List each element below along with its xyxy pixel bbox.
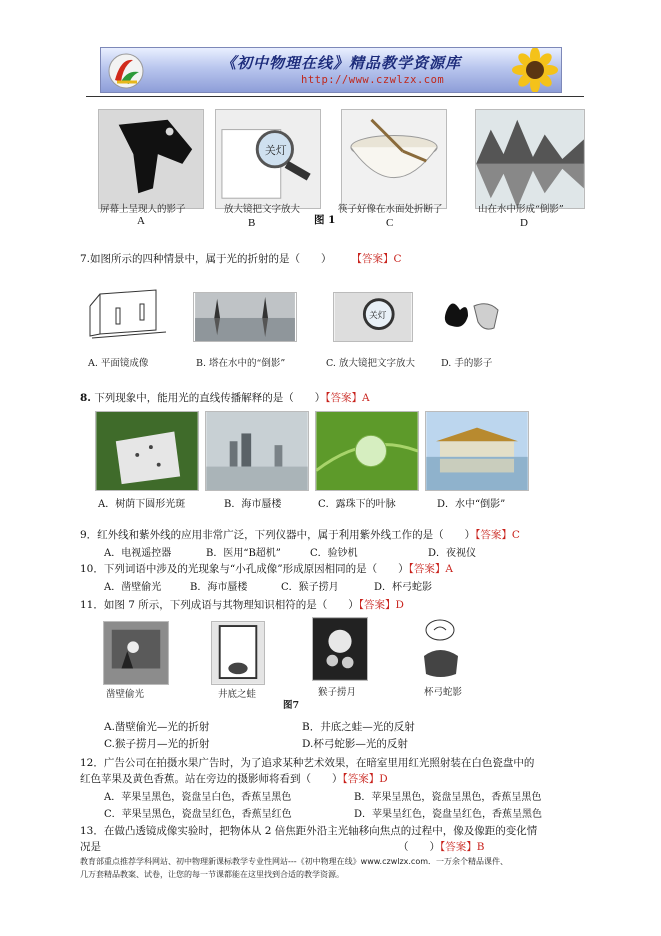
fig1-letter-c: C xyxy=(386,217,394,229)
q7-image-a xyxy=(86,286,170,342)
fig1-label: 图 1 xyxy=(314,214,336,226)
q12-text-line2: 红色苹果及黄色香蕉。站在旁边的摄影师将看到（ ）【答案】D xyxy=(80,773,388,785)
q12-option-d[interactable]: D．苹果呈红色，瓷盘呈红色，香蕉呈黑色 xyxy=(354,809,543,820)
q11-image-caption-b: 井底之蛙 xyxy=(218,689,257,700)
q11-image-d xyxy=(416,616,466,682)
q10-text: 10．下列词语中涉及的光现象与“小孔成像”形成原因相同的是（ ）【答案】A xyxy=(80,563,453,575)
q7-image-c xyxy=(333,292,413,342)
fig1-caption-b: 放大镜把文字放大 xyxy=(224,204,301,215)
site-logo-icon xyxy=(107,52,145,90)
q7-caption-b: B. 塔在水中的“倒影” xyxy=(196,358,286,369)
fig1-photo-b xyxy=(215,109,321,209)
q11-option-d[interactable]: D.杯弓蛇影—光的反射 xyxy=(302,738,408,750)
fig1-caption-c: 筷子好像在水面处折断了 xyxy=(338,204,443,215)
q10-option-d[interactable]: D．杯弓蛇影 xyxy=(374,582,433,593)
q8-image-b xyxy=(205,411,309,491)
fig1-photo-d xyxy=(475,109,585,209)
q11-image-caption-a: 凿壁偷光 xyxy=(106,689,145,700)
banner-url[interactable]: http://www.czwlzx.com xyxy=(301,74,445,86)
fig1-caption-d: 山在水中形成“倒影” xyxy=(478,204,564,215)
q11-text: 11．如图 7 所示，下列成语与其物理知识相符的是（ ）【答案】D xyxy=(80,599,404,611)
q13-text-line2: 况是 xyxy=(80,841,101,853)
q7-caption-d: D. 手的影子 xyxy=(441,358,493,369)
q8-image-a xyxy=(95,411,199,491)
q9-answer: 【答案】C xyxy=(475,529,520,541)
q8-caption-d: D．水中“倒影” xyxy=(437,499,506,510)
q11-image-caption-d: 杯弓蛇影 xyxy=(424,687,463,698)
q13-text-line1: 13．在做凸透镜成像实验时，把物体从 2 倍焦距外沿主光轴移向焦点的过程中，像及像距的变化情 xyxy=(80,825,538,837)
footer-line2: 几万套精品教案、试卷，让您的每一节课都能在这里找到合适的教学资源。 xyxy=(80,870,344,879)
q11-figure-label: 图7 xyxy=(283,700,300,711)
q10-option-c[interactable]: C．猴子捞月 xyxy=(281,582,339,593)
fig1-photo-c xyxy=(341,109,447,209)
q11-option-b[interactable]: B．井底之蛙—光的反射 xyxy=(302,721,415,733)
q8-caption-c: C．露珠下的叶脉 xyxy=(318,499,396,510)
q7-answer: 【答案】C xyxy=(351,253,402,265)
q11-image-caption-c: 猴子捞月 xyxy=(318,687,357,698)
header-rule xyxy=(86,96,584,97)
q11-image-a xyxy=(103,621,169,685)
q10-option-a[interactable]: A．凿壁偷光 xyxy=(104,582,162,593)
q7-caption-c: C. 放大镜把文字放大 xyxy=(326,358,415,369)
q11-image-c xyxy=(312,617,368,681)
fig1-caption-a: 屏幕上呈现人的影子 xyxy=(100,204,186,215)
q12-answer: 【答案】D xyxy=(342,773,388,785)
sunflower-icon xyxy=(499,48,559,93)
q9-option-c[interactable]: C．验钞机 xyxy=(310,548,358,559)
footer-line1[interactable]: 教育部重点推荐学科网站、初中物理新课标教学专业性网站---《初中物理在线》www.czwlzx.com．一万余个精品课件、 xyxy=(80,857,509,866)
q13-answer: 【答案】B xyxy=(440,841,485,853)
q7-caption-a: A. 平面镜成像 xyxy=(88,358,149,369)
fig1-letter-d: D xyxy=(520,217,528,229)
fig1-letter-a: A xyxy=(137,215,145,227)
banner-title: 《初中物理在线》精品教学资源库 xyxy=(221,54,462,72)
q8-image-d xyxy=(425,411,529,491)
q9-option-b[interactable]: B．医用“B超机” xyxy=(206,548,281,559)
q12-option-a[interactable]: A．苹果呈黑色，瓷盘呈白色，香蕉呈黑色 xyxy=(104,792,292,803)
q8-image-c xyxy=(315,411,419,491)
q12-option-c[interactable]: C．苹果呈黑色，瓷盘呈红色，香蕉呈红色 xyxy=(104,809,292,820)
q11-image-b xyxy=(211,621,265,685)
q10-answer: 【答案】A xyxy=(408,563,453,575)
q7-image-b xyxy=(193,292,297,342)
q13-paren-answer: （ ）【答案】B xyxy=(398,841,485,853)
q9-option-d[interactable]: D．夜视仪 xyxy=(428,548,477,559)
q9-text: 9．红外线和紫外线的应用非常广泛，下列仪器中，属于利用紫外线工作的是（ ）【答案】C xyxy=(80,529,520,541)
svg-text:关灯: 关灯 xyxy=(369,310,387,321)
header-banner xyxy=(100,47,562,93)
q8-answer: 【答案】A xyxy=(325,392,370,404)
q8-caption-b: B．海市蜃楼 xyxy=(224,499,282,510)
q9-option-a[interactable]: A．电视遥控器 xyxy=(104,548,172,559)
q11-option-a[interactable]: A.凿壁偷光—光的折射 xyxy=(104,721,210,733)
svg-text:关灯: 关灯 xyxy=(265,144,287,158)
q8-text: 8. 下列现象中，能用光的直线传播解释的是（ ）【答案】A xyxy=(80,392,370,404)
q12-text-line1: 12．广告公司在拍摄水果广告时，为了追求某种艺术效果，在暗室里用红光照射装在白色瓷盘中的 xyxy=(80,757,535,769)
q12-option-b[interactable]: B．苹果呈黑色，瓷盘呈黑色，香蕉呈黑色 xyxy=(354,792,542,803)
page-footer xyxy=(80,855,600,881)
q7-text: 7.如图所示的四种情景中，属于光的折射的是（ ） 【答案】C xyxy=(80,253,402,265)
fig1-letter-b: B xyxy=(248,217,256,229)
q8-caption-a: A．树荫下圆形光斑 xyxy=(98,499,186,510)
q11-answer: 【答案】D xyxy=(358,599,404,611)
q10-option-b[interactable]: B．海市蜃楼 xyxy=(190,582,248,593)
fig1-photo-a xyxy=(98,109,204,209)
q11-option-c[interactable]: C.猴子捞月—光的折射 xyxy=(104,738,210,750)
q7-image-d xyxy=(438,292,504,342)
